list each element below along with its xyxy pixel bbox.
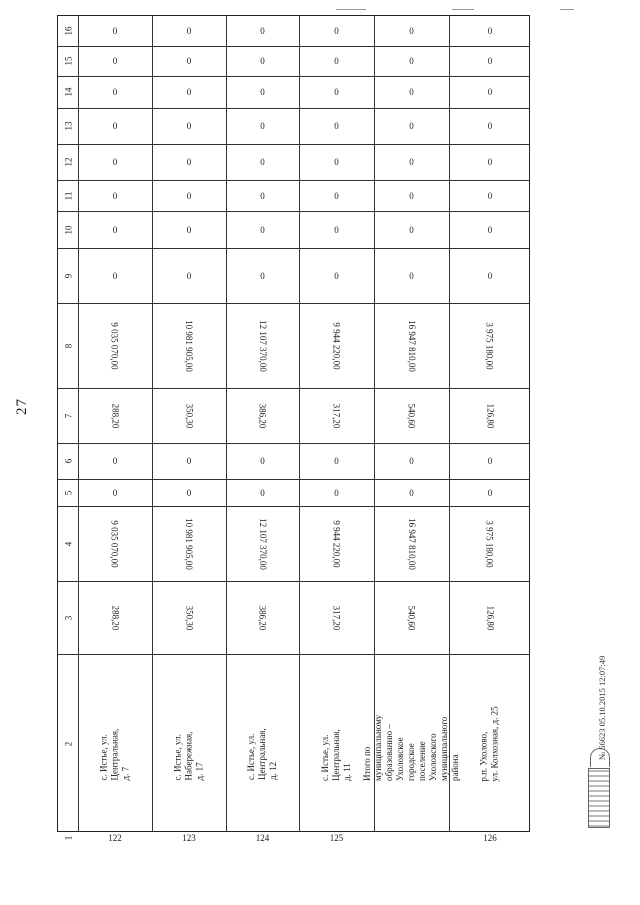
- barcode-stamp-icon: [588, 768, 610, 828]
- zero-value-cell: [78, 108, 152, 144]
- zero-value-cell: [449, 16, 531, 46]
- area-value-cell: [449, 388, 531, 443]
- zero-value-cell: [152, 479, 226, 506]
- area-value-cell: [299, 581, 374, 654]
- zero-value-cell: [152, 144, 226, 180]
- column-number: 13: [63, 121, 73, 131]
- cost-value: 12 107 370,00: [257, 517, 268, 570]
- zero-value: 0: [260, 190, 265, 201]
- address-cell: [226, 654, 299, 833]
- zero-value: 0: [112, 487, 118, 498]
- zero-value-cell: [299, 16, 374, 46]
- column-number-cell: [58, 654, 78, 833]
- column-number: 11: [62, 191, 73, 200]
- zero-value: 0: [112, 121, 118, 131]
- zero-value-cell: [226, 443, 299, 479]
- area-value-cell: [152, 388, 226, 443]
- zero-value-cell: [449, 443, 531, 479]
- zero-value-cell: [152, 248, 226, 303]
- column-number: 12: [63, 157, 73, 167]
- document-footer: № 56623 05.10.2015 12:07:49: [597, 655, 607, 760]
- cost-value: 9 035 070,00: [110, 321, 120, 370]
- zero-value: 0: [334, 56, 339, 66]
- area-value: 386,20: [257, 403, 268, 428]
- zero-value: 0: [334, 487, 339, 498]
- address-cell: [78, 654, 152, 833]
- scan-speck: [336, 9, 366, 10]
- column-number: 15: [63, 56, 73, 66]
- zero-value-cell: [299, 46, 374, 76]
- row-number-cell: [449, 833, 531, 843]
- zero-value: 0: [409, 157, 414, 167]
- cost-value: 10 981 905,00: [184, 517, 194, 570]
- address-cell: [362, 654, 460, 833]
- area-value: 540,60: [406, 403, 417, 428]
- zero-value-cell: [78, 76, 152, 108]
- cost-value: 10 981 905,00: [184, 319, 194, 372]
- area-value-cell: [226, 388, 299, 443]
- zero-value-cell: [152, 16, 226, 46]
- zero-value: 0: [409, 270, 414, 281]
- zero-value: 0: [260, 487, 265, 498]
- zero-value: 0: [334, 121, 339, 131]
- column-number-cell: [58, 506, 78, 581]
- zero-value: 0: [186, 157, 192, 167]
- zero-value: 0: [186, 270, 192, 281]
- row-number-cell: [152, 833, 226, 843]
- cost-value: 9 944 220,00: [331, 321, 342, 370]
- zero-value: 0: [409, 224, 414, 235]
- zero-value: 0: [487, 190, 493, 201]
- column-number: 10: [63, 225, 73, 234]
- zero-value-cell: [374, 443, 449, 479]
- area-value-cell: [299, 388, 374, 443]
- address: Итого по муниципальному образованию – Ухоловское городское поселение Ухоловского муниципального района: [362, 714, 460, 781]
- area-value: 386,20: [257, 605, 268, 630]
- zero-value: 0: [186, 456, 192, 466]
- zero-value-cell: [78, 46, 152, 76]
- column-number: 5: [63, 490, 73, 495]
- zero-value: 0: [112, 270, 118, 281]
- zero-value-cell: [449, 144, 531, 180]
- zero-value-cell: [299, 144, 374, 180]
- zero-value: 0: [112, 157, 118, 167]
- zero-value: 0: [334, 270, 339, 281]
- zero-value: 0: [112, 224, 118, 235]
- zero-value-cell: [299, 180, 374, 211]
- zero-value-cell: [374, 46, 449, 76]
- area-value: 288,20: [110, 605, 120, 630]
- zero-value: 0: [186, 87, 192, 97]
- zero-value: 0: [487, 56, 493, 66]
- column-number-cell: [58, 443, 78, 479]
- area-value: 126,80: [485, 605, 495, 630]
- row-number-cell: [78, 833, 152, 843]
- cost-value: 9 944 220,00: [331, 519, 342, 568]
- zero-value-cell: [78, 16, 152, 46]
- zero-value: 0: [409, 26, 414, 36]
- column-number: 9: [63, 273, 73, 278]
- zero-value-cell: [226, 46, 299, 76]
- area-value-cell: [374, 581, 449, 654]
- zero-value: 0: [487, 26, 493, 36]
- zero-value: 0: [186, 56, 192, 66]
- column-number-cell: [58, 211, 78, 248]
- zero-value: 0: [409, 56, 414, 66]
- area-value-cell: [374, 388, 449, 443]
- zero-value: 0: [487, 87, 493, 97]
- row-number: 123: [182, 833, 196, 843]
- zero-value-cell: [152, 108, 226, 144]
- zero-value-cell: [374, 211, 449, 248]
- column-number: 3: [63, 615, 73, 620]
- zero-value: 0: [334, 224, 339, 235]
- zero-value: 0: [487, 270, 493, 281]
- area-value-cell: [152, 581, 226, 654]
- column-number: 1: [63, 835, 73, 841]
- zero-value-cell: [152, 46, 226, 76]
- column-number-cell: [58, 581, 78, 654]
- zero-value-cell: [226, 16, 299, 46]
- zero-value: 0: [260, 456, 265, 466]
- column-number-cell: [58, 180, 78, 211]
- zero-value: 0: [487, 157, 493, 167]
- zero-value: 0: [186, 190, 192, 201]
- cost-value: 12 107 370,00: [257, 319, 268, 372]
- column-number: 6: [63, 458, 73, 464]
- cost-value-cell: [152, 506, 226, 581]
- area-value: 540,60: [406, 605, 417, 630]
- zero-value: 0: [334, 456, 339, 466]
- cost-value: 3 975 180,00: [485, 519, 495, 568]
- zero-value-cell: [152, 76, 226, 108]
- zero-value-cell: [299, 443, 374, 479]
- zero-value-cell: [226, 211, 299, 248]
- column-number-cell: [58, 833, 78, 843]
- area-value-cell: [78, 581, 152, 654]
- cost-value: 16 947 810,00: [406, 517, 417, 570]
- zero-value-cell: [449, 479, 531, 506]
- zero-value: 0: [112, 190, 118, 201]
- zero-value-cell: [152, 211, 226, 248]
- zero-value-cell: [226, 108, 299, 144]
- column-number-cell: [58, 46, 78, 76]
- cost-value-cell: [374, 303, 449, 388]
- zero-value-cell: [78, 248, 152, 303]
- zero-value: 0: [334, 190, 339, 201]
- cost-value-cell: [299, 506, 374, 581]
- zero-value: 0: [409, 456, 414, 466]
- zero-value: 0: [260, 56, 265, 66]
- column-number: 2: [63, 741, 73, 746]
- zero-value-cell: [78, 211, 152, 248]
- zero-value-cell: [152, 443, 226, 479]
- cost-value: 9 035 070,00: [110, 519, 120, 568]
- row-number: 124: [255, 833, 270, 843]
- column-number-cell: [58, 248, 78, 303]
- zero-value-cell: [152, 180, 226, 211]
- zero-value-cell: [449, 211, 531, 248]
- column-number-cell: [58, 16, 78, 46]
- zero-value: 0: [186, 121, 192, 131]
- row-number-cell: [226, 833, 299, 843]
- cost-value: 3 975 180,00: [485, 321, 495, 370]
- row-number-cell: [299, 833, 374, 843]
- column-number: 7: [63, 413, 73, 418]
- zero-value: 0: [260, 26, 265, 36]
- zero-value: 0: [260, 157, 265, 167]
- cost-value-cell: [152, 303, 226, 388]
- zero-value-cell: [78, 443, 152, 479]
- zero-value: 0: [260, 270, 265, 281]
- cost-value-cell: [374, 506, 449, 581]
- zero-value-cell: [374, 108, 449, 144]
- zero-value-cell: [78, 479, 152, 506]
- zero-value: 0: [112, 456, 118, 466]
- row-number: 122: [108, 833, 122, 843]
- zero-value-cell: [449, 46, 531, 76]
- area-value: 350,30: [184, 403, 194, 428]
- column-number-cell: [58, 144, 78, 180]
- zero-value-cell: [78, 144, 152, 180]
- zero-value-cell: [299, 211, 374, 248]
- zero-value-cell: [299, 479, 374, 506]
- area-value-cell: [449, 581, 531, 654]
- cost-value-cell: [449, 506, 531, 581]
- cost-value-cell: [299, 303, 374, 388]
- row-number: 126: [483, 833, 497, 843]
- zero-value: 0: [487, 224, 493, 235]
- column-number-cell: [58, 108, 78, 144]
- cost-value-cell: [449, 303, 531, 388]
- zero-value-cell: [226, 248, 299, 303]
- column-number-cell: [58, 76, 78, 108]
- scan-speck: [452, 9, 474, 10]
- address: с. Истье, ул. Центральная, д. 11: [320, 729, 352, 781]
- zero-value-cell: [374, 479, 449, 506]
- page-number: 27: [14, 398, 30, 415]
- zero-value: 0: [186, 487, 192, 498]
- zero-value-cell: [226, 479, 299, 506]
- cost-value-cell: [226, 506, 299, 581]
- area-value: 317,20: [331, 605, 342, 630]
- area-value-cell: [78, 388, 152, 443]
- area-value: 126,80: [485, 403, 495, 428]
- zero-value: 0: [334, 87, 339, 97]
- zero-value: 0: [112, 87, 118, 97]
- area-value: 350,30: [184, 605, 194, 630]
- zero-value: 0: [487, 487, 493, 498]
- zero-value: 0: [409, 190, 414, 201]
- cost-value-cell: [78, 506, 152, 581]
- address: р.п. Ухолово, ул. Колхозная, д. 25: [478, 705, 500, 782]
- address-cell: [449, 654, 531, 833]
- data-table: [57, 15, 530, 843]
- zero-value: 0: [487, 121, 493, 131]
- zero-value-cell: [78, 180, 152, 211]
- column-number-cell: [58, 303, 78, 388]
- zero-value: 0: [487, 456, 493, 466]
- zero-value-cell: [449, 180, 531, 211]
- column-number-cell: [58, 388, 78, 443]
- zero-value: 0: [186, 26, 192, 36]
- zero-value: 0: [112, 56, 118, 66]
- zero-value: 0: [409, 487, 414, 498]
- zero-value: 0: [409, 87, 414, 97]
- zero-value-cell: [299, 76, 374, 108]
- zero-value-cell: [226, 144, 299, 180]
- column-number: 16: [63, 26, 73, 36]
- address: с. Истье, ул. Центральная, д. 7: [98, 728, 131, 781]
- column-number: 8: [63, 343, 73, 348]
- column-number: 4: [63, 541, 73, 546]
- zero-value-cell: [226, 76, 299, 108]
- cost-value: 16 947 810,00: [406, 319, 417, 372]
- area-value: 317,20: [331, 403, 342, 428]
- zero-value-cell: [226, 180, 299, 211]
- address-cell: [152, 654, 226, 833]
- zero-value-cell: [449, 76, 531, 108]
- zero-value: 0: [186, 224, 192, 235]
- zero-value-cell: [374, 76, 449, 108]
- zero-value-cell: [374, 16, 449, 46]
- zero-value: 0: [334, 26, 339, 36]
- area-value: 288,20: [110, 403, 120, 428]
- zero-value-cell: [449, 248, 531, 303]
- scan-speck: [560, 9, 574, 10]
- zero-value-cell: [299, 108, 374, 144]
- zero-value-cell: [299, 248, 374, 303]
- zero-value-cell: [374, 144, 449, 180]
- zero-value-cell: [374, 180, 449, 211]
- zero-value: 0: [260, 224, 265, 235]
- column-number-cell: [58, 479, 78, 506]
- zero-value: 0: [409, 121, 414, 131]
- address: с. Истье, ул. Набережная, д. 17: [172, 731, 205, 781]
- zero-value: 0: [112, 26, 118, 36]
- zero-value: 0: [334, 157, 339, 167]
- row-number: 125: [329, 833, 344, 843]
- zero-value: 0: [260, 87, 265, 97]
- cost-value-cell: [78, 303, 152, 388]
- area-value-cell: [226, 581, 299, 654]
- cost-value-cell: [226, 303, 299, 388]
- column-number: 14: [63, 87, 73, 97]
- address: с. Истье, ул. Центральная, д. 12: [246, 728, 278, 780]
- zero-value-cell: [449, 108, 531, 144]
- zero-value-cell: [374, 248, 449, 303]
- zero-value: 0: [260, 121, 265, 131]
